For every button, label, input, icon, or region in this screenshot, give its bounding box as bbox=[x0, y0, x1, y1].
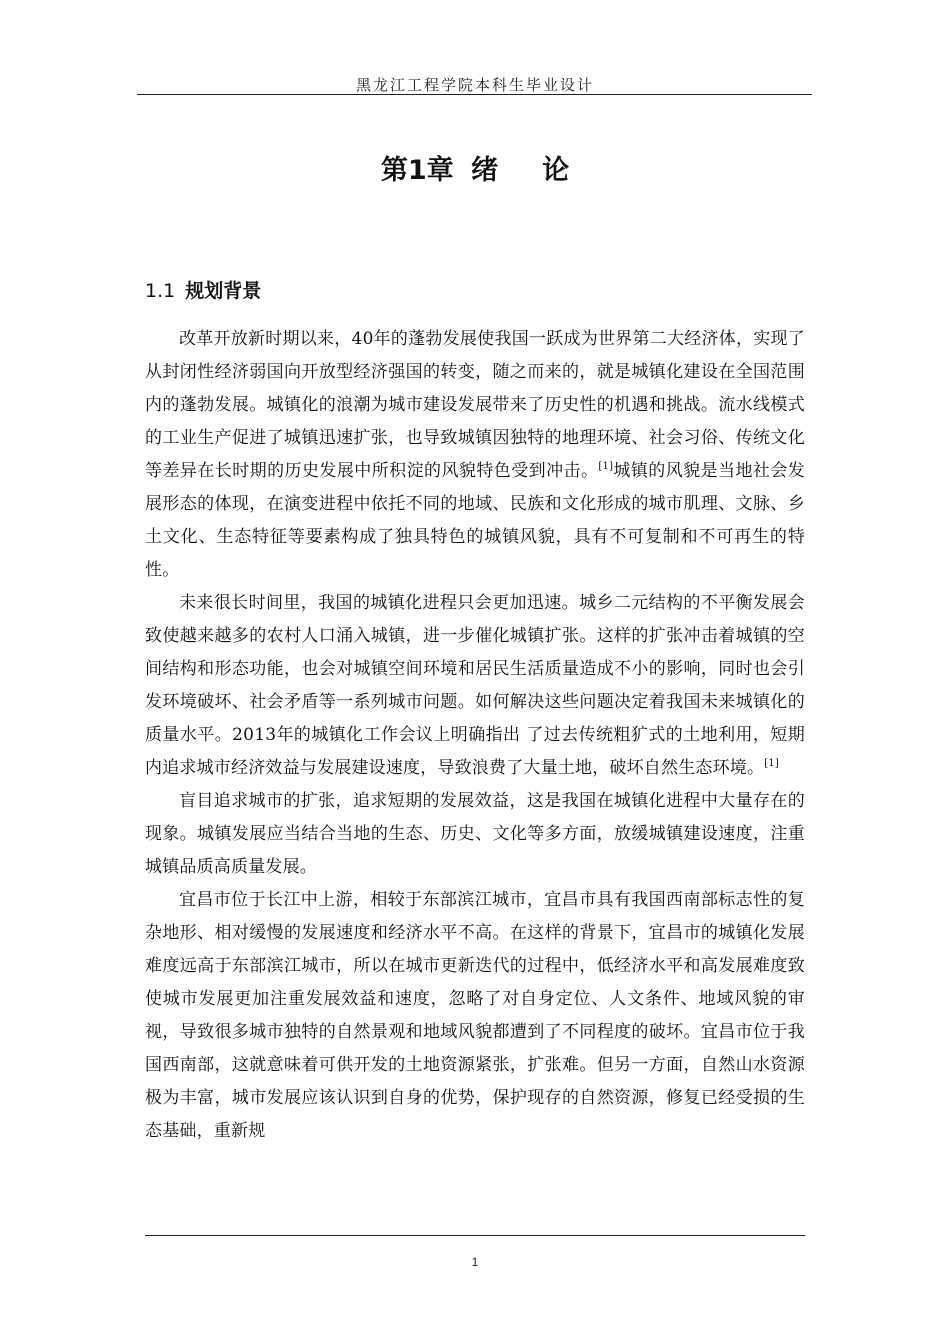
footer-rule bbox=[145, 1235, 805, 1236]
running-header-title: 黑龙江工程学院本科生毕业设计 bbox=[355, 76, 594, 94]
citation-marker: [1] bbox=[764, 758, 779, 769]
body-text bbox=[145, 323, 805, 1148]
chapter-title-part1: 绪 bbox=[471, 155, 499, 186]
header-rule bbox=[137, 94, 812, 95]
paragraph-3 bbox=[145, 785, 805, 884]
section-title: 规划背景 bbox=[185, 280, 262, 302]
paragraph-1 bbox=[145, 323, 805, 587]
section-heading bbox=[145, 276, 261, 303]
chapter-title-part2: 论 bbox=[542, 155, 570, 186]
paragraph-4-text: 宜昌市位于长江中上游，相较于东部滨江城市，宜昌市具有我国西南部标志性的复杂地形、相对缓慢的发展速度和经济水平不高。在这样的背景下，宜昌市的城镇化发展难度远高于东部滨江城市，所以在城市更新迭代的过程中，低经济水平和高发展难度致使城市发展更加注重发展效益和速度，忽略了对自身定位、人文条件、地域风貌的审视，导致很多城市独特的自然景观和地域风貌都遭到了不同程度的破坏。宜昌市位于我国西南部，这就意味着可供开发的土地资源紧张，扩张难。但另一方面，自然山水资源极为丰富，城市发展应该认识到自身的优势，保护现存的自然资源，修复已经受损的生态基础，重新规 bbox=[145, 890, 805, 1141]
paragraph-1-text-b: 城镇的风貌是当地社会发展形态的体现，在演变进程中依托不同的地域、民族和文化形成的城市肌理、文脉、乡土文化、生态特征等要素构成了独具特色的城镇风貌，具有不可复制和不可再生的特性。 bbox=[145, 461, 805, 580]
paragraph-1-text-a: 改革开放新时期以来，40年的蓬勃发展使我国一跃成为世界第二大经济体，实现了从封闭性经济弱国向开放型经济强国的转变，随之而来的，就是城镇化建设在全国范围内的蓬勃发展。城镇化的浪潮为城市建设发展带来了历史性的机遇和挑战。流水线模式的工业生产促进了城镇迅速扩张，也导致城镇因独特的地理环境、社会习俗、传统文化等差异在长时期的历史发展中所积淀的风貌特色受到冲击。 bbox=[145, 329, 805, 481]
paragraph-2-text: 未来很长时间里，我国的城镇化进程只会更加迅速。城乡二元结构的不平衡发展会致使越来越多的农村人口涌入城镇，进一步催化城镇扩张。这样的扩张冲击着城镇的空间结构和形态功能，也会对城镇空间环境和居民生活质量造成不小的影响，同时也会引发环境破坏、社会矛盾等一系列城市问题。如何解决这些问题决定着我国未来城镇化的质量水平。2013年的城镇化工作会议上明确指出 了过去传统粗犷式的土地利用，短期内追求城市经济效益与发展建设速度，导致浪费了大量土地，破坏自然生态环境。 bbox=[145, 593, 805, 778]
paragraph-4 bbox=[145, 884, 805, 1148]
paragraph-3-text: 盲目追求城市的扩张，追求短期的发展效益，这是我国在城镇化进程中大量存在的现象。城镇发展应当结合当地的生态、历史、文化等多方面，放缓城镇建设速度，注重城镇品质高质量发展。 bbox=[145, 791, 805, 877]
section-number: 1.1 bbox=[145, 280, 176, 302]
page-number: 1 bbox=[471, 1255, 479, 1269]
chapter-label: 第1章 bbox=[380, 155, 454, 186]
chapter-title bbox=[0, 148, 950, 187]
citation-marker: [1] bbox=[598, 461, 614, 472]
paragraph-2 bbox=[145, 587, 805, 785]
